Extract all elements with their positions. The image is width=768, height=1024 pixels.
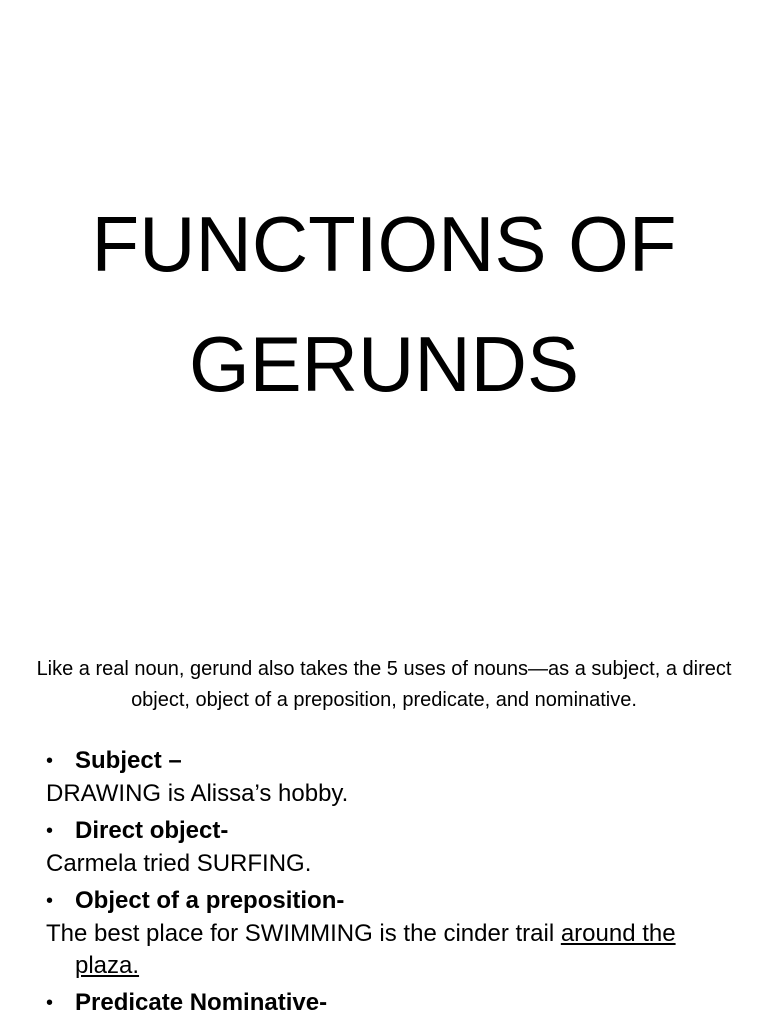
slide-title	[20, 184, 748, 424]
item-label: Object of a preposition-	[75, 887, 345, 914]
example-subject: DRAWING is Alissa’s hobby.	[46, 780, 349, 807]
item-label: Subject –	[75, 747, 182, 774]
example-text: The best place for SWIMMING is the cinder trail	[46, 920, 561, 947]
example-underlined-text: around the plaza.	[75, 920, 676, 979]
item-label: Direct object-	[75, 817, 229, 844]
bullet-icon: •	[46, 992, 54, 1014]
bullet-icon: •	[46, 890, 54, 912]
bullet-icon: •	[46, 750, 54, 772]
bullet-icon: •	[46, 820, 54, 842]
item-label: Predicate Nominative-	[75, 989, 328, 1016]
list-item-direct-object	[46, 814, 746, 848]
title-line-1: FUNCTIONS OF	[91, 200, 677, 289]
example-object-of-preposition	[46, 918, 746, 982]
list-item-object-of-preposition	[46, 884, 746, 918]
list-item-subject	[46, 744, 746, 778]
intro-text: Like a real noun, gerund also takes the 5 uses of nouns—as a subject, a direct object, object of a preposition, predicate, and nominative.	[36, 658, 732, 711]
example-direct-object: Carmela tried SURFING.	[46, 850, 312, 877]
functions-list	[46, 744, 746, 1020]
list-item-predicate-nominative	[46, 986, 746, 1020]
title-line-2: GERUNDS	[188, 320, 580, 409]
